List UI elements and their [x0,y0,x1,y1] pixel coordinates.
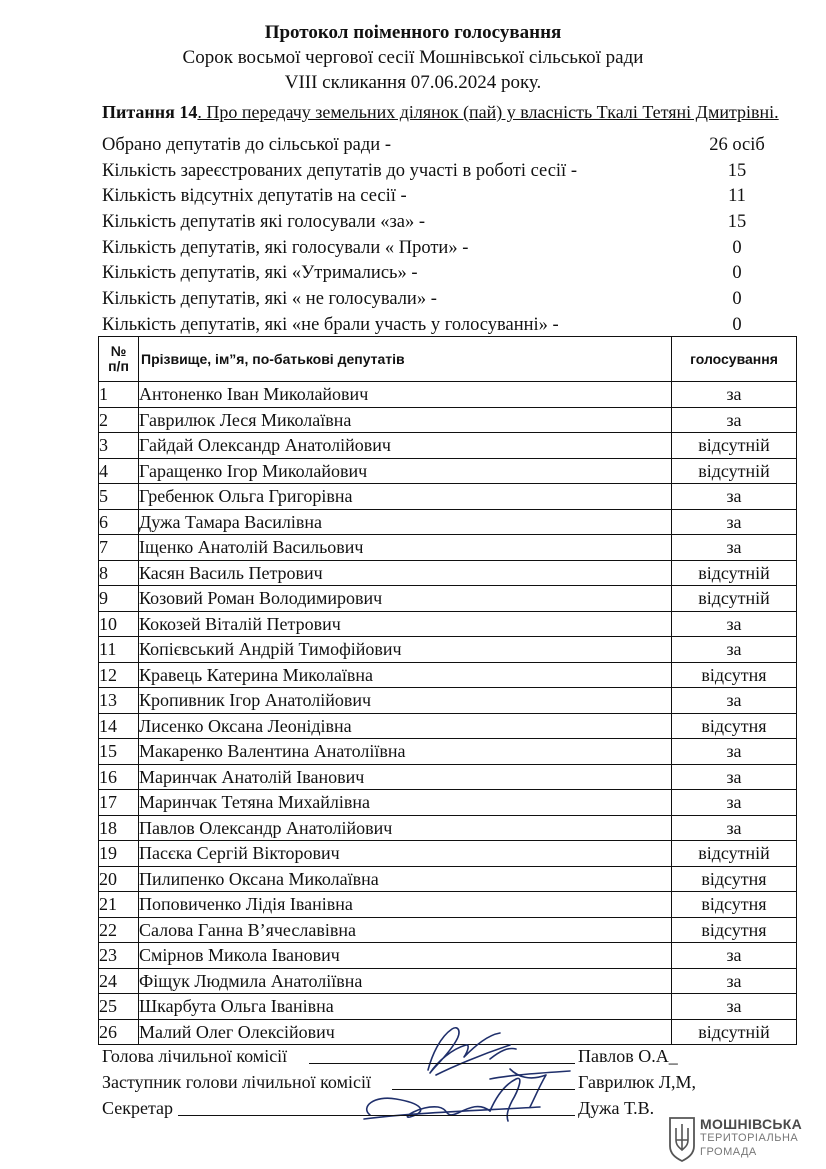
vote-result: відсутній [672,433,797,459]
deputy-name: Кропивник Ігор Анатолійович [139,688,672,714]
deputy-name: Дужа Тамара Василівна [139,509,672,535]
signature-name: Гаврилюк Л,М, [578,1072,696,1092]
table-row [99,484,797,510]
watermark-line3: ГРОМАДА [700,1146,757,1158]
table-row [99,866,797,892]
vote-result: за [672,509,797,535]
row-number: 6 [99,509,139,535]
column-header-name: Прізвище, ім”я, по-батькові депутатів [139,337,672,382]
table-row [99,535,797,561]
community-watermark [668,1116,818,1164]
stat-value: 0 [732,289,742,310]
stat-label: Обрано депутатів до сільської ради - [102,135,391,155]
question-text: . Про передачу земельних ділянок (пай) у власність Ткалі Тетяні Дмитрівні. [197,102,779,122]
deputy-name: Фіщук Людмила Анатоліївна [139,968,672,994]
deputy-name: Малий Олег Олексійович [139,1019,672,1045]
stat-label: Кількість депутатів, які «не брали участь у голосуванні» - [102,314,559,335]
question-number: Питання 14 [102,102,198,122]
row-number: 22 [99,917,139,943]
stat-value: 26 осіб [709,135,765,155]
table-row [99,943,797,969]
deputy-name: Гайдай Олександр Анатолійович [139,433,672,459]
table-row [99,458,797,484]
row-number: 19 [99,841,139,867]
table-row [99,407,797,433]
row-number: 21 [99,892,139,918]
row-number: 3 [99,433,139,459]
table-row [99,586,797,612]
stat-row [102,135,792,161]
table-row [99,611,797,637]
deputy-name: Лисенко Оксана Леонідівна [139,713,672,739]
vote-result: за [672,943,797,969]
vote-statistics [102,135,792,341]
stat-value: 0 [732,263,742,284]
row-number: 24 [99,968,139,994]
stat-row [102,289,792,315]
vote-result: відсутня [672,866,797,892]
watermark-line2: ТЕРИТОРІАЛЬНА [700,1132,799,1144]
row-number: 2 [99,407,139,433]
table-row [99,560,797,586]
table-row [99,509,797,535]
vote-result: відсутній [672,586,797,612]
deputy-name: Кокозей Віталій Петрович [139,611,672,637]
deputy-name: Павлов Олександр Анатолійович [139,815,672,841]
session-line: Сорок восьмої чергової сесії Мошнівської сільської ради [182,47,644,68]
vote-result: відсутній [672,458,797,484]
stat-row [102,238,792,264]
signature-role: Голова лічильної комісії [102,1046,288,1066]
table-row [99,662,797,688]
column-header-vote: голосування [672,337,797,382]
vote-result: за [672,764,797,790]
stat-value: 0 [732,237,742,258]
deputy-name: Шкарбута Ольга Іванівна [139,994,672,1020]
deputy-name: Маринчак Анатолій Іванович [139,764,672,790]
stat-value: 15 [727,212,747,233]
deputy-name: Козовий Роман Володимирович [139,586,672,612]
table-row [99,815,797,841]
vote-result: за [672,688,797,714]
signature-row [102,1098,742,1124]
watermark-line1: МОШНІВСЬКА [700,1116,803,1132]
table-header-row [99,337,797,382]
vote-result: за [672,611,797,637]
vote-result: за [672,484,797,510]
table-row [99,917,797,943]
vote-result: відсутній [672,560,797,586]
row-number: 25 [99,994,139,1020]
signature-name: Павлов О.А_ [578,1046,678,1066]
deputy-name: Антоненко Іван Миколайович [139,382,672,408]
deputy-name: Гаращенко Ігор Миколайович [139,458,672,484]
row-number: 13 [99,688,139,714]
table-row [99,968,797,994]
roll-call-table [98,336,797,1045]
table-row [99,713,797,739]
table-row [99,790,797,816]
vote-result: відсутній [672,841,797,867]
number-header-line2: п/п [108,358,129,374]
deputy-name: Маринчак Тетяна Михайлівна [139,790,672,816]
deputy-name: Гребенюк Ольга Григорівна [139,484,672,510]
document-title: Протокол поіменного голосування [264,22,562,43]
row-number: 7 [99,535,139,561]
signature-block [102,1046,742,1124]
stat-label: Кількість депутатів, які голосували « Проти» - [102,237,469,258]
table-row [99,764,797,790]
row-number: 8 [99,560,139,586]
row-number: 4 [99,458,139,484]
table-row [99,637,797,663]
vote-result: за [672,739,797,765]
row-number: 20 [99,866,139,892]
vote-result: за [672,790,797,816]
deputy-name: Касян Василь Петрович [139,560,672,586]
deputy-name: Копієвський Андрій Тимофійович [139,637,672,663]
vote-result: за [672,382,797,408]
vote-result: за [672,815,797,841]
stat-label: Кількість відсутніх депутатів на сесії - [102,186,407,207]
stat-row [102,263,792,289]
table-row [99,892,797,918]
stat-value: 15 [727,160,747,181]
row-number: 23 [99,943,139,969]
column-header-number [99,337,139,382]
vote-result: за [672,407,797,433]
table-row [99,433,797,459]
deputy-name: Іщенко Анатолій Васильович [139,535,672,561]
row-number: 16 [99,764,139,790]
signature-role: Секретар [102,1098,174,1118]
signature-name: Дужа Т.В. [578,1098,655,1118]
vote-result: відсутня [672,662,797,688]
table-row [99,382,797,408]
deputy-name: Пилипенко Оксана Миколаївна [139,866,672,892]
deputy-name: Поповиченко Лідія Іванівна [139,892,672,918]
vote-result: відсутня [672,892,797,918]
table-row [99,739,797,765]
deputy-name: Салова Ганна В’ячеславівна [139,917,672,943]
row-number: 11 [99,637,139,663]
stat-value: 11 [728,186,746,207]
vote-result: відсутня [672,713,797,739]
stat-label: Кількість депутатів, які «Утримались» - [102,263,418,284]
table-row [99,688,797,714]
row-number: 14 [99,713,139,739]
stat-label: Кількість депутатів, які « не голосували» - [102,289,437,310]
table-body [99,382,797,1045]
row-number: 10 [99,611,139,637]
signature-line [392,1089,575,1090]
deputy-name: Пасєка Сергій Вікторович [139,841,672,867]
vote-result: за [672,994,797,1020]
signature-row [102,1046,742,1072]
deputy-name: Кравець Катерина Миколаївна [139,662,672,688]
signature-role: Заступник голови лічильної комісії [102,1072,371,1092]
row-number: 1 [99,382,139,408]
stat-label: Кількість зареєстрованих депутатів до участі в роботі сесії - [102,160,577,181]
deputy-name: Смірнов Микола Іванович [139,943,672,969]
row-number: 26 [99,1019,139,1045]
stat-row [102,212,792,238]
signature-line [178,1115,575,1116]
table-row [99,841,797,867]
row-number: 15 [99,739,139,765]
signature-line [309,1063,575,1064]
vote-result: за [672,637,797,663]
stat-row [102,161,792,187]
stat-label: Кількість депутатів які голосували «за» - [102,212,426,233]
vote-result: за [672,968,797,994]
deputy-name: Гаврилюк Леся Миколаївна [139,407,672,433]
number-header-line1: № [110,343,127,359]
agenda-question [102,102,779,123]
row-number: 18 [99,815,139,841]
vote-result: відсутня [672,917,797,943]
trident-emblem-icon [668,1116,696,1162]
row-number: 9 [99,586,139,612]
row-number: 17 [99,790,139,816]
stat-row [102,186,792,212]
vote-result: за [672,535,797,561]
convocation-date-line: VIII скликання 07.06.2024 року. [284,72,542,93]
row-number: 12 [99,662,139,688]
signature-row [102,1072,742,1098]
row-number: 5 [99,484,139,510]
stat-value: 0 [732,314,742,335]
vote-result: відсутній [672,1019,797,1045]
deputy-name: Макаренко Валентина Анатоліївна [139,739,672,765]
